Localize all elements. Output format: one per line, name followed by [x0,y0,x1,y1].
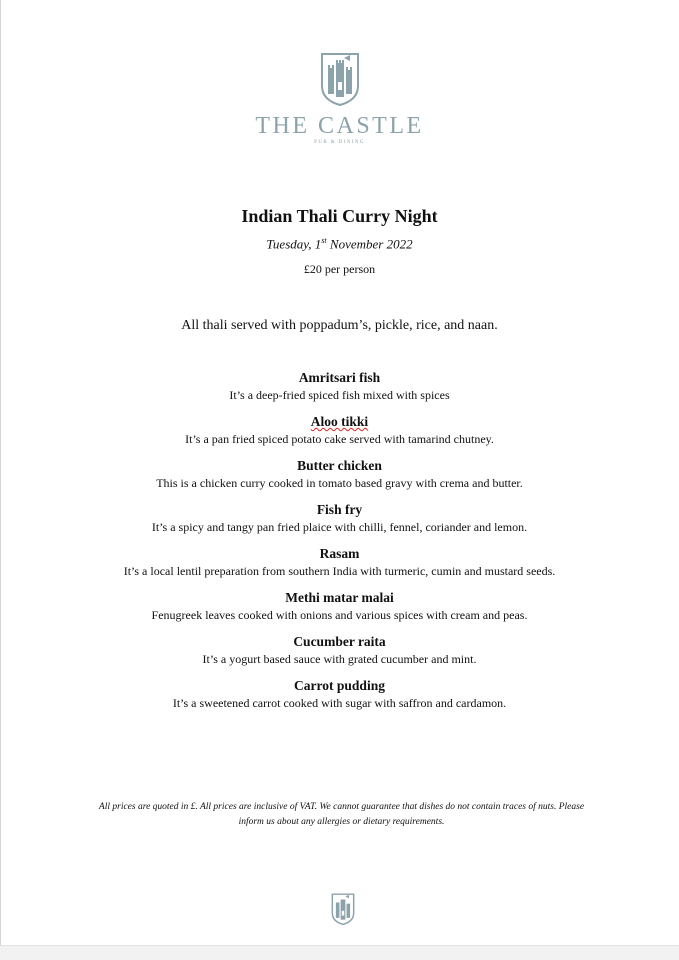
dish-description: It’s a pan fried spiced potato cake served with tamarind chutney. [185,432,494,446]
dish-description: It’s a yogurt based sauce with grated cucumber and mint. [202,652,477,666]
dish-description: Fenugreek leaves cooked with onions and various spices with cream and peas. [151,608,528,622]
page-title: Indian Thali Curry Night [241,206,438,226]
logo [0,52,679,145]
castle-crest-icon [320,52,360,106]
castle-crest-icon [331,893,355,925]
dish-description: This is a chicken curry cooked in tomato based gravy with crema and butter. [156,476,523,490]
dish-description: It’s a deep-fried spiced fish mixed with spices [229,388,450,402]
dish-name: Methi matar malai [285,590,394,605]
price-per-person: £20 per person [303,262,376,276]
dish-item [0,545,679,589]
dish-item [0,369,679,413]
dish-description: It’s a spicy and tangy pan fried plaice with chilli, fennel, coriander and lemon. [151,520,528,534]
date-prefix: Tuesday, 1 [266,236,322,252]
dish-item [0,413,679,457]
dish-item [0,457,679,501]
dish-name: Butter chicken [297,458,382,473]
dish-name: Carrot pudding [294,678,385,693]
dish-item [0,633,679,677]
dish-item [0,677,679,721]
dish-name: Amritsari fish [298,370,381,385]
dish-name: Fish fry [316,502,363,517]
page-bottom-edge [0,945,679,960]
brand-subtitle: PUB & DINING [314,140,365,145]
event-date [0,236,679,252]
dish-item [0,501,679,545]
date-suffix: November 2022 [326,236,413,252]
date-ordinal: st [321,236,327,245]
disclaimer-text: All prices are quoted in £. All prices are inclusive of VAT. We cannot guarantee that dishes do not contain traces of nuts. Please inform us about any allergies or dietary requirements. [98,802,585,827]
dish-item [0,589,679,633]
dish-name: Cucumber raita [293,634,386,649]
dish-name [0,413,679,431]
dish-list [0,369,679,721]
dish-name-text: Aloo tikki [310,414,369,429]
intro-text: All thali served with poppadum’s, pickle, rice, and naan. [181,318,498,333]
dish-description: It’s a local lentil preparation from southern India with turmeric, cumin and mustard seeds. [123,564,556,578]
dish-name: Rasam [319,546,360,561]
dish-description: It’s a sweetened carrot cooked with sugar with saffron and cardamon. [172,696,507,710]
brand-name: THE CASTLE [255,113,424,139]
